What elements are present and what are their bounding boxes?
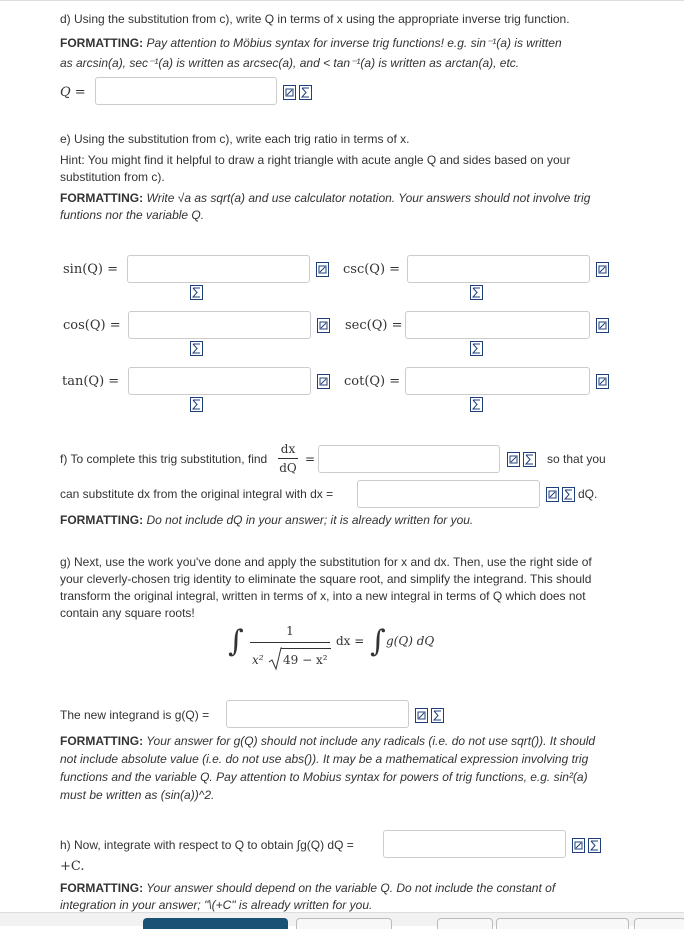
sigma-symbol-icon[interactable] [190, 285, 203, 300]
cos-input[interactable] [128, 311, 311, 339]
so-that-text: so that you [547, 452, 606, 466]
integral-sign-right: ∫ [370, 624, 386, 659]
top-divider [0, 0, 684, 4]
equation-editor-icon[interactable] [415, 708, 428, 723]
fraction-bar [278, 458, 298, 459]
submit-button[interactable] [143, 918, 288, 929]
frac-denominator: dQ [279, 461, 297, 475]
new-integrand-label: The new integrand is g(Q) = [60, 708, 210, 722]
part-d-formatting-1: FORMATTING: Pay attention to Möbius syntax for inverse trig functions! e.g. sin⁻¹(a) is written [60, 36, 562, 50]
part-g-formatting-1: FORMATTING: Your answer for g(Q) should not include any radicals (i.e. do not use sqrt()). It should [60, 734, 596, 748]
sigma-symbol-icon[interactable] [470, 285, 483, 300]
sigma-symbol-icon[interactable] [588, 838, 601, 853]
part-e-formatting-1: FORMATTING: Write √a as sqrt(a) and use calculator notation. Your answers should not involve trig [60, 191, 591, 205]
cot-label: cot(Q) = [344, 374, 401, 389]
part-h-formatting-1: FORMATTING: Your answer should depend on the variable Q. Do not include the constant of [60, 881, 556, 895]
part-e-hint-2: substitution from c). [60, 170, 165, 184]
csc-input[interactable] [407, 255, 590, 283]
part-f-question-start: f) To complete this trig substitution, find [60, 452, 268, 466]
integrand-numerator: 1 [286, 624, 294, 638]
part-g-line-4: contain any square roots! [60, 606, 195, 620]
part-g-line-3: transform the original integral, written in terms of x, into a new integral in terms of Q which does not [60, 589, 586, 603]
part-g-line-1: g) Next, use the work you've done and apply the substitution for x and dx. Then, use the right side of [60, 555, 592, 569]
equation-editor-icon[interactable] [572, 838, 585, 853]
sigma-symbol-icon[interactable] [523, 452, 536, 467]
integral-rhs: g(Q) dQ [386, 634, 435, 648]
sin-input[interactable] [127, 255, 310, 283]
dq-suffix: dQ. [578, 487, 598, 501]
part-e-question: e) Using the substitution from c), write each trig ratio in terms of x. [60, 132, 410, 146]
toolbar-button[interactable] [634, 918, 684, 929]
integrand-denominator-x2: x² [252, 653, 264, 667]
antiderivative-input[interactable] [383, 830, 566, 858]
sigma-symbol-icon[interactable] [190, 341, 203, 356]
part-g-formatting-4: must be written as (sin(a))^2. [60, 788, 215, 802]
toolbar-button[interactable] [496, 918, 629, 929]
cos-label: cos(Q) = [63, 318, 121, 333]
integrand-fraction-bar [250, 642, 330, 643]
equation-editor-icon[interactable] [546, 487, 559, 502]
part-d-answer-input[interactable] [95, 77, 277, 105]
radical-vinculum [281, 648, 331, 649]
plus-c: +C. [60, 859, 85, 874]
square-root-sign [268, 647, 282, 671]
equation-editor-icon[interactable] [596, 318, 609, 333]
part-h-formatting-2: integration in your answer; "\(+C" is already written for you. [60, 898, 373, 912]
csc-label: csc(Q) = [343, 262, 401, 277]
sigma-symbol-icon[interactable] [470, 397, 483, 412]
tan-label: tan(Q) = [62, 374, 120, 389]
new-integrand-input[interactable] [226, 700, 409, 728]
sigma-symbol-icon[interactable] [562, 487, 575, 502]
cot-input[interactable] [405, 367, 590, 395]
part-f-line-2: can substitute dx from the original integral with dx = [60, 487, 334, 501]
sigma-symbol-icon[interactable] [470, 341, 483, 356]
integrand-denominator-root: 49 − x² [283, 653, 328, 667]
equation-editor-icon[interactable] [317, 318, 330, 333]
sec-input[interactable] [405, 311, 590, 339]
part-e-formatting-2: funtions nor the variable Q. [60, 208, 205, 222]
part-d-formatting-2: as arcsin(a), sec⁻¹(a) is written as arcsec(a), and < tan⁻¹(a) is written as arctan(a), etc. [60, 56, 520, 70]
sigma-symbol-icon[interactable] [431, 708, 444, 723]
frac-numerator: dx [280, 442, 296, 456]
equation-editor-icon[interactable] [317, 374, 330, 389]
toolbar-button[interactable] [296, 918, 392, 929]
part-f-formatting: FORMATTING: Do not include dQ in your answer; it is already written for you. [60, 513, 474, 527]
sigma-symbol-icon[interactable] [190, 397, 203, 412]
part-g-line-2: your cleverly-chosen trig identity to eliminate the square root, and simplify the integrand. This should [60, 572, 592, 586]
sec-label: sec(Q) = [345, 318, 403, 333]
part-d-question: d) Using the substitution from c), write Q in terms of x using the appropriate inverse trig function. [60, 12, 570, 26]
part-g-formatting-2: not include absolute value (i.e. do not use abs()). It may be a mathematical expression involving trig [60, 752, 589, 766]
equation-editor-icon[interactable] [283, 85, 296, 100]
dx-substitute-input[interactable] [357, 480, 540, 508]
part-e-hint-1: Hint: You might find it helpful to draw a right triangle with acute angle Q and sides based on your [60, 153, 571, 167]
integral-dx-equals: dx = [336, 634, 365, 648]
tan-input[interactable] [128, 367, 311, 395]
sin-label: sin(Q) = [63, 262, 119, 277]
part-h-question: h) Now, integrate with respect to Q to obtain ∫g(Q) dQ = [60, 838, 354, 852]
toolbar-button[interactable] [437, 918, 493, 929]
equation-editor-icon[interactable] [596, 262, 609, 277]
part-d-q-label: Q = [60, 85, 86, 100]
equation-editor-icon[interactable] [596, 374, 609, 389]
integral-sign-left: ∫ [228, 624, 244, 659]
equals-sign: = [305, 452, 316, 466]
equation-editor-icon[interactable] [507, 452, 520, 467]
dx-dq-input[interactable] [318, 445, 500, 473]
part-g-formatting-3: functions and the variable Q. Pay attention to Mobius syntax for powers of trig functions, e.g. sin²(a) [60, 770, 588, 784]
sigma-symbol-icon[interactable] [299, 85, 312, 100]
equation-editor-icon[interactable] [316, 262, 329, 277]
